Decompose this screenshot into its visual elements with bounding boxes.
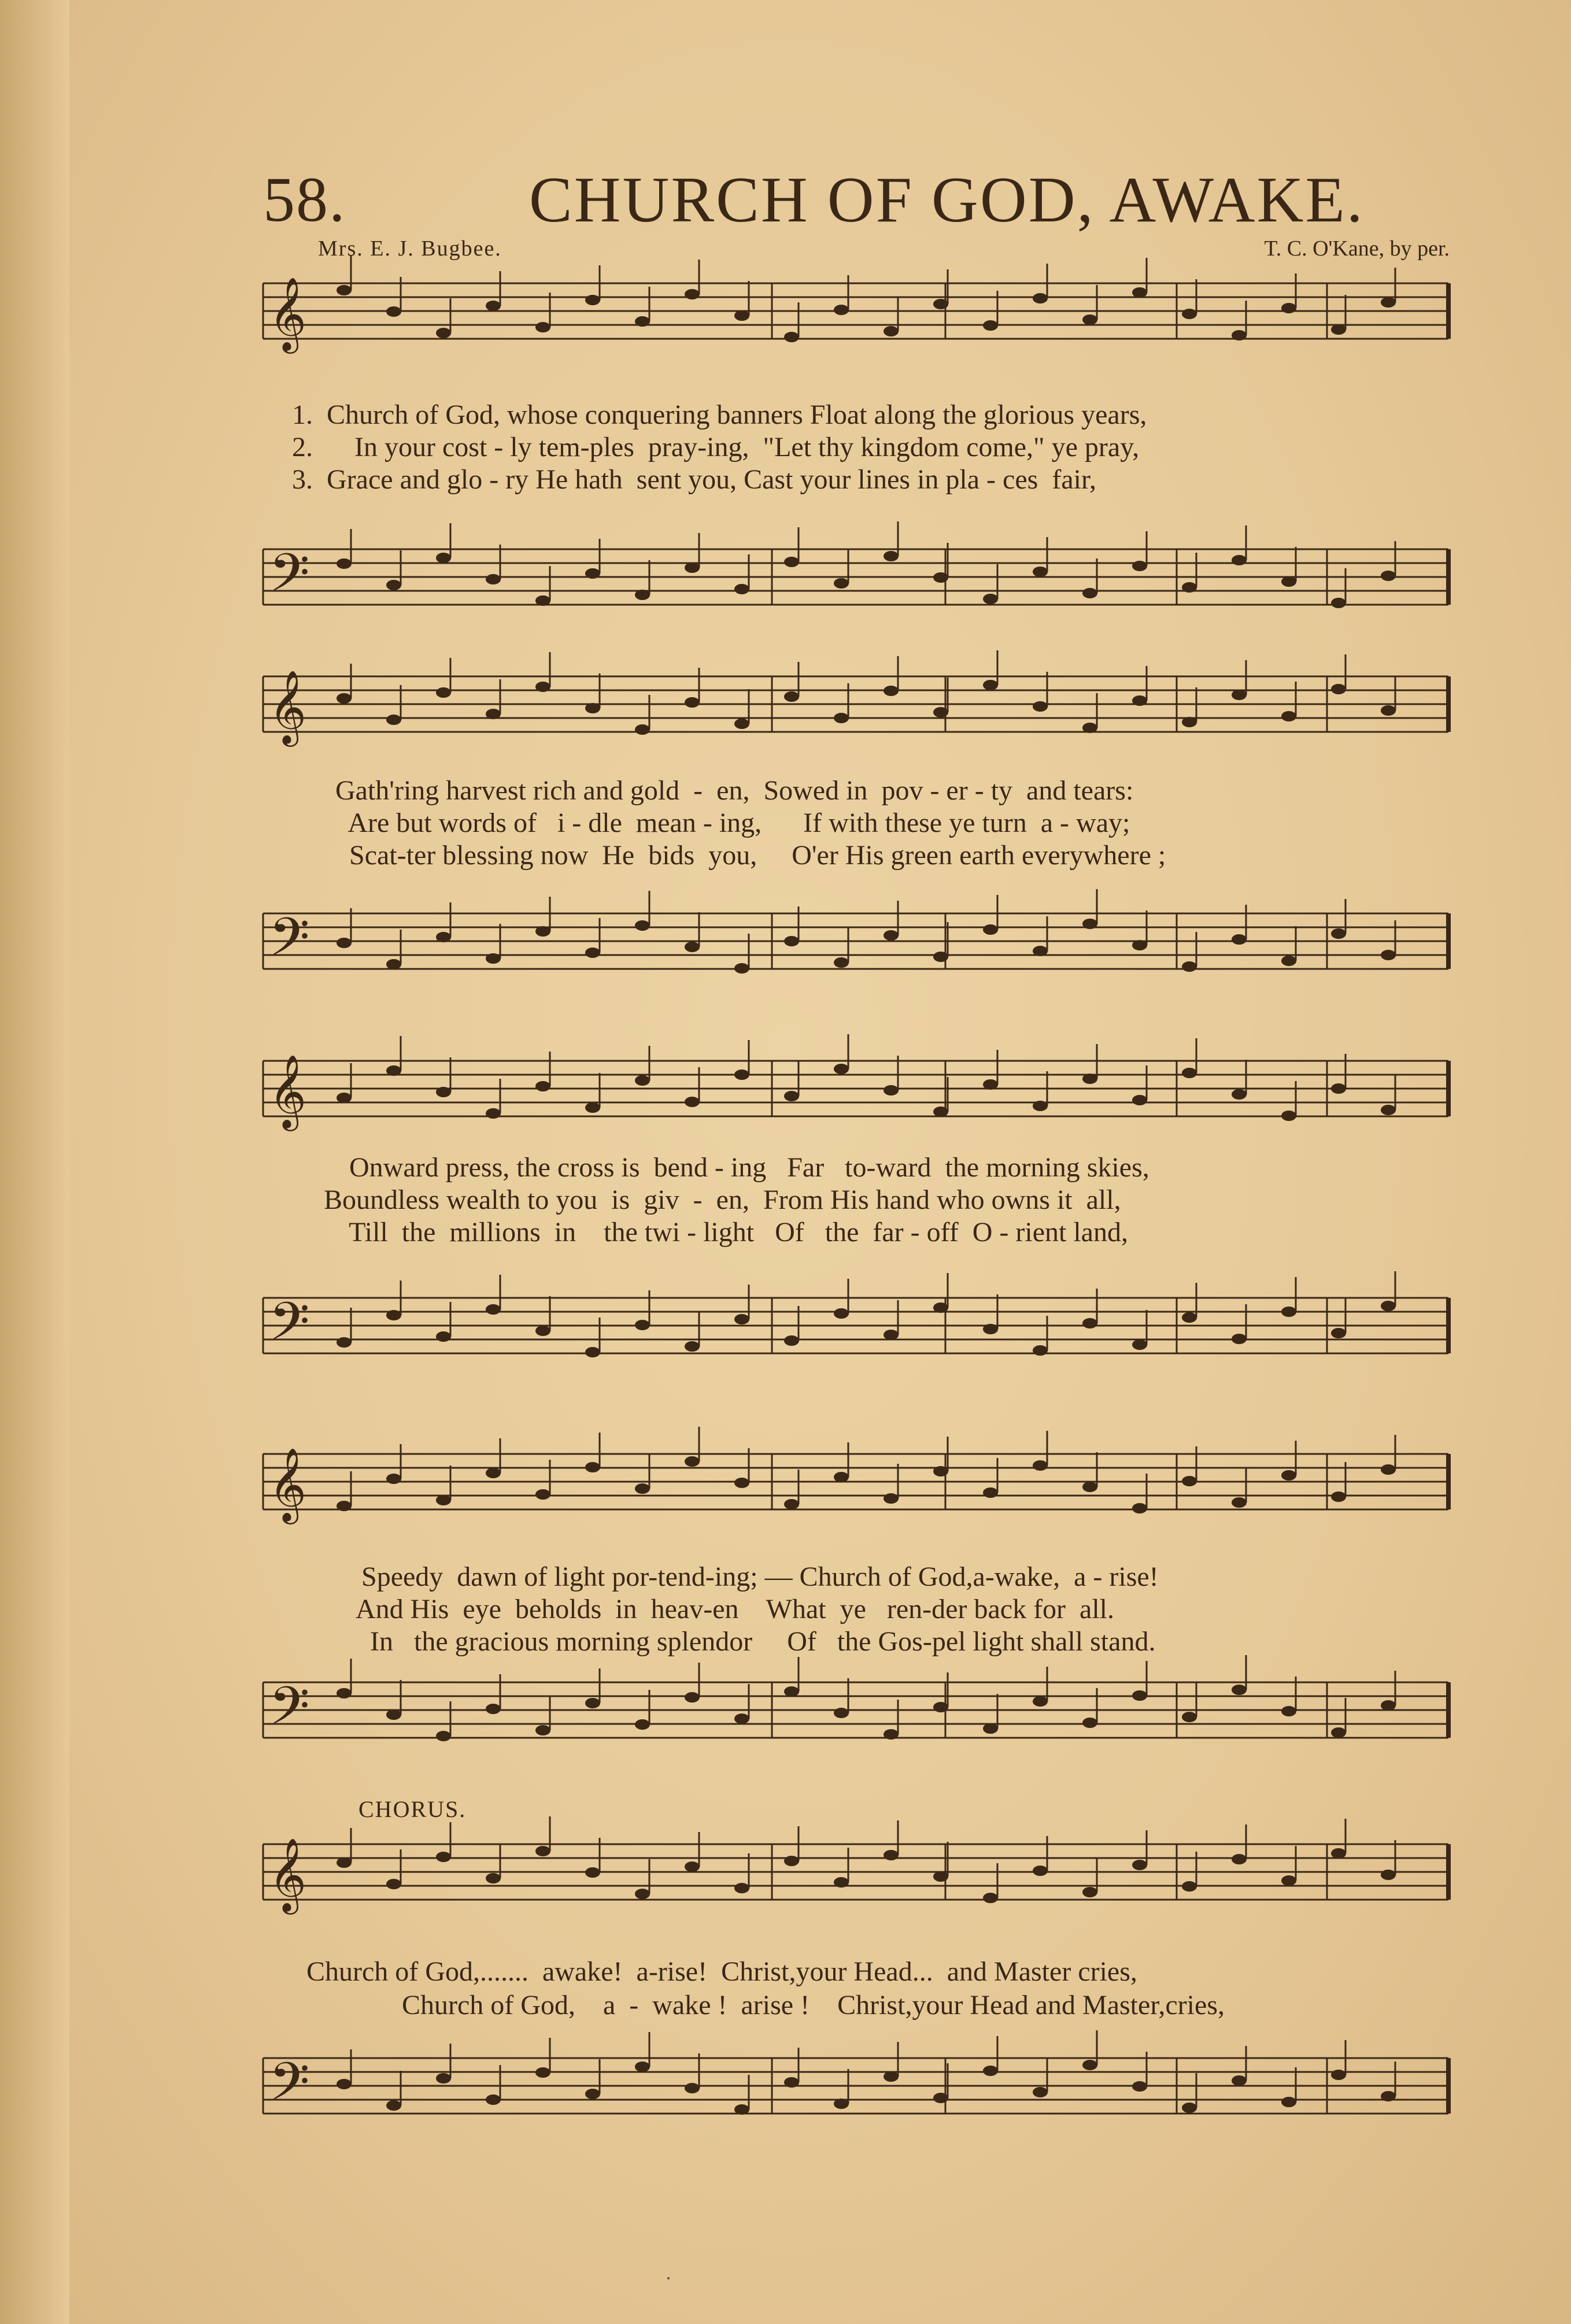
note-head <box>1281 1706 1296 1716</box>
note-head <box>784 1091 799 1101</box>
note-head <box>1033 1866 1048 1876</box>
note-head <box>834 1708 849 1718</box>
bass-staff <box>263 1286 1448 1373</box>
note-head <box>486 1873 501 1883</box>
note-head <box>585 295 600 305</box>
note-head <box>1232 1685 1247 1695</box>
bass-staff <box>263 902 1448 989</box>
note-head <box>933 1302 948 1313</box>
note-head <box>734 2104 749 2115</box>
lyric-line: Church of God,....... awake! a-rise! Christ,your Head... and Master cries, <box>306 1956 1137 1987</box>
note-head <box>734 963 749 974</box>
note-head <box>1082 1718 1097 1728</box>
note-head <box>983 1079 998 1090</box>
note-head <box>884 1085 899 1096</box>
note-head <box>1082 588 1097 598</box>
note-head <box>1182 961 1197 972</box>
note-head <box>983 1324 998 1334</box>
page-ornament: · <box>665 2267 672 2290</box>
note-head <box>1182 717 1197 727</box>
note-head <box>1331 684 1346 694</box>
chorus-label: CHORUS. <box>358 1796 467 1822</box>
staff-lines <box>263 1286 1448 1373</box>
note-head <box>1281 711 1296 721</box>
note-head <box>386 1709 401 1720</box>
note-head <box>1232 555 1247 565</box>
note-head <box>1132 1503 1147 1513</box>
note-head <box>834 957 849 968</box>
bass-staff <box>263 1671 1448 1757</box>
note-head <box>983 2066 998 2076</box>
note-head <box>834 1064 849 1074</box>
staff-lines <box>263 902 1448 989</box>
note-head <box>1331 1083 1346 1094</box>
note-head <box>784 1335 799 1346</box>
note-head <box>585 1462 600 1472</box>
note-head <box>685 1341 700 1352</box>
note-head <box>337 1688 352 1698</box>
note-head <box>983 1487 998 1498</box>
note-head <box>834 713 849 723</box>
note-head <box>834 1472 849 1482</box>
hymn-number: 58. <box>263 164 346 235</box>
note-head <box>1132 695 1147 706</box>
note-head <box>1132 561 1147 571</box>
note-head <box>635 1719 650 1730</box>
note-head <box>337 2079 352 2089</box>
note-head <box>337 938 352 948</box>
note-head <box>834 578 849 589</box>
staff-lines <box>263 272 1448 358</box>
note-head <box>436 1331 451 1342</box>
note-head <box>884 1729 899 1740</box>
note-head <box>1082 723 1097 733</box>
note-head <box>535 322 550 332</box>
lyric-line: 2. In your cost - ly tem-ples pray-ing, "Let thy kingdom come," ye pray, <box>292 432 1140 462</box>
note-head <box>585 1867 600 1878</box>
lyric-line: Till the millions in the twi - light Of the far - off O - rient land, <box>335 1217 1128 1248</box>
treble-clef-icon: 𝄞 <box>269 669 307 743</box>
note-head <box>1132 1860 1147 1870</box>
lyricist-credit: Mrs. E. J. Bugbee. <box>318 236 502 261</box>
note-head <box>386 715 401 725</box>
note-head <box>1232 2075 1247 2086</box>
treble-staff <box>263 665 1448 752</box>
note-head <box>933 1107 948 1117</box>
note-head <box>784 332 799 342</box>
note-head <box>983 320 998 331</box>
note-head <box>1232 934 1247 945</box>
lyric-line: Gath'ring harvest rich and gold - en, Sowed in pov - er - ty and tears: <box>335 775 1134 806</box>
note-head <box>1381 2091 1396 2101</box>
note-head <box>1232 1334 1247 1344</box>
lyric-line: 1. Church of God, whose conquering banners Float along the glorious years, <box>292 399 1147 430</box>
note-head <box>436 1852 451 1862</box>
note-head <box>486 1108 501 1119</box>
note-head <box>635 590 650 600</box>
note-head <box>734 584 749 594</box>
note-head <box>486 1468 501 1478</box>
note-head <box>585 1102 600 1113</box>
note-head <box>486 2094 501 2105</box>
note-head <box>436 932 451 942</box>
note-head <box>685 2083 700 2093</box>
staff-lines <box>263 2047 1448 2133</box>
lyric-line: Are but words of i - dle mean - ing, If with these ye turn a - way; <box>335 808 1130 838</box>
note-head <box>1033 1101 1048 1111</box>
note-head <box>1381 1870 1396 1880</box>
note-head <box>585 568 600 579</box>
note-head <box>1381 571 1396 581</box>
note-head <box>635 1483 650 1494</box>
note-head <box>635 316 650 327</box>
note-head <box>436 553 451 563</box>
note-head <box>784 691 799 702</box>
note-head <box>535 682 550 692</box>
note-head <box>734 719 749 729</box>
note-head <box>337 1093 352 1103</box>
note-head <box>1033 1460 1048 1471</box>
note-head <box>1232 1854 1247 1864</box>
note-head <box>1331 1848 1346 1859</box>
note-head <box>1033 1345 1048 1356</box>
note-head <box>834 2099 849 2109</box>
note-head <box>685 563 700 573</box>
note-head <box>486 1304 501 1315</box>
note-head <box>1182 1312 1197 1323</box>
note-head <box>1082 1887 1097 1897</box>
note-head <box>685 1097 700 1107</box>
bass-clef-icon: 𝄢 <box>269 2051 310 2125</box>
note-head <box>933 952 948 962</box>
note-head <box>635 1075 650 1086</box>
note-head <box>884 1493 899 1504</box>
treble-clef-icon: 𝄞 <box>269 276 307 350</box>
note-head <box>337 558 352 569</box>
note-head <box>1331 598 1346 608</box>
note-head <box>1281 1307 1296 1317</box>
staff-lines <box>263 665 1448 752</box>
note-head <box>933 2093 948 2103</box>
note-head <box>983 1723 998 1734</box>
note-head <box>1281 303 1296 313</box>
bass-clef-icon: 𝄢 <box>269 906 310 980</box>
note-head <box>337 1337 352 1348</box>
lyric-line: And His eye beholds in heav-en What ye ren-der back for all. <box>356 1594 1115 1624</box>
note-head <box>1132 1690 1147 1701</box>
note-head <box>685 1456 700 1467</box>
lyric-line: 3. Grace and glo - ry He hath sent you, Cast your lines in pla - ces fair, <box>292 464 1097 495</box>
note-head <box>1232 330 1247 341</box>
treble-clef-icon: 𝄞 <box>269 1054 307 1128</box>
note-head <box>585 1347 600 1357</box>
note-head <box>884 1850 899 1860</box>
note-head <box>1381 950 1396 960</box>
bass-staff <box>263 2047 1448 2133</box>
note-head <box>1082 1074 1097 1084</box>
note-head <box>685 697 700 708</box>
note-head <box>983 680 998 690</box>
note-head <box>1331 2070 1346 2080</box>
note-head <box>386 1065 401 1076</box>
note-head <box>1281 956 1296 966</box>
note-head <box>1082 919 1097 929</box>
note-head <box>585 1698 600 1708</box>
note-head <box>1331 324 1346 335</box>
note-head <box>1381 1464 1396 1475</box>
note-head <box>1033 1696 1048 1707</box>
note-head <box>1082 2060 1097 2070</box>
note-head <box>585 948 600 958</box>
note-head <box>1281 576 1296 587</box>
note-head <box>884 930 899 941</box>
note-head <box>386 959 401 969</box>
note-head <box>1132 1339 1147 1350</box>
note-head <box>933 1702 948 1712</box>
note-head <box>1281 1111 1296 1121</box>
note-head <box>337 1501 352 1511</box>
note-head <box>436 1087 451 1097</box>
note-head <box>386 2100 401 2111</box>
treble-staff <box>263 272 1448 358</box>
staff-lines <box>263 1049 1448 1136</box>
staff-lines <box>263 538 1448 624</box>
note-head <box>535 1846 550 1856</box>
note-head <box>1381 1105 1396 1115</box>
note-head <box>884 1330 899 1340</box>
treble-clef-icon: 𝄞 <box>269 1447 307 1521</box>
note-head <box>884 326 899 336</box>
note-head <box>1381 705 1396 716</box>
note-head <box>1033 567 1048 577</box>
note-head <box>784 1856 799 1866</box>
note-head <box>585 2089 600 2099</box>
treble-staff <box>263 1442 1448 1529</box>
note-head <box>436 328 451 338</box>
note-head <box>337 693 352 704</box>
note-head <box>933 299 948 309</box>
composer-credit: T. C. O'Kane, by per. <box>1264 236 1450 261</box>
note-head <box>486 1704 501 1714</box>
note-head <box>535 1725 550 1735</box>
note-head <box>884 2071 899 2082</box>
note-head <box>1033 293 1048 304</box>
note-head <box>535 595 550 606</box>
note-head <box>386 1879 401 1889</box>
note-head <box>635 1320 650 1330</box>
note-head <box>436 2073 451 2084</box>
note-head <box>983 1893 998 1903</box>
note-head <box>1381 297 1396 308</box>
note-head <box>1033 946 1048 956</box>
note-head <box>1033 2087 1048 2097</box>
note-head <box>1132 940 1147 950</box>
note-head <box>685 1862 700 1872</box>
note-head <box>734 310 749 321</box>
note-head <box>1082 1318 1097 1328</box>
note-head <box>1381 1700 1396 1711</box>
note-head <box>685 1692 700 1703</box>
note-head <box>337 1857 352 1868</box>
note-head <box>784 1686 799 1697</box>
bass-clef-icon: 𝄢 <box>269 1291 310 1365</box>
note-head <box>734 1478 749 1488</box>
note-head <box>1331 1727 1346 1738</box>
note-head <box>1281 2097 1296 2107</box>
note-head <box>1331 1492 1346 1502</box>
note-head <box>635 1889 650 1899</box>
note-head <box>535 926 550 937</box>
staff-lines <box>263 1671 1448 1757</box>
treble-staff <box>263 1049 1448 1136</box>
treble-staff <box>263 1833 1448 1919</box>
note-head <box>1232 1089 1247 1100</box>
note-head <box>1132 287 1147 298</box>
note-head <box>834 305 849 315</box>
note-head <box>1281 1470 1296 1481</box>
note-head <box>834 1308 849 1319</box>
note-head <box>933 572 948 583</box>
note-head <box>933 1871 948 1882</box>
note-head <box>1182 1068 1197 1078</box>
staff-lines <box>263 1442 1448 1529</box>
note-head <box>685 942 700 952</box>
note-head <box>1132 1095 1147 1105</box>
note-head <box>734 1314 749 1324</box>
note-head <box>1182 1712 1197 1722</box>
bass-staff <box>263 538 1448 624</box>
lyric-line: Scat-ter blessing now He bids you, O'er His green earth everywhere ; <box>335 840 1166 871</box>
note-head <box>535 1326 550 1336</box>
page-edge-shadow <box>0 0 69 2324</box>
lyric-line: Onward press, the cross is bend - ing Far to-ward the morning skies, <box>335 1152 1149 1183</box>
note-head <box>884 551 899 561</box>
note-head <box>734 1883 749 1893</box>
note-head <box>486 709 501 719</box>
note-head <box>486 574 501 584</box>
note-head <box>635 2062 650 2072</box>
lyric-line: In the gracious morning splendor Of the Gos-pel light shall stand. <box>370 1626 1156 1657</box>
note-head <box>1331 928 1346 939</box>
note-head <box>1232 1497 1247 1508</box>
staff-lines <box>263 1833 1448 1919</box>
note-head <box>933 1466 948 1476</box>
note-head <box>1331 1328 1346 1338</box>
note-head <box>1182 2103 1197 2113</box>
note-head <box>386 580 401 590</box>
lyric-line: Speedy dawn of light por-tend-ing; — Church of God,a-wake, a - rise! <box>361 1561 1159 1592</box>
note-head <box>1281 1875 1296 1886</box>
note-head <box>834 1877 849 1888</box>
note-head <box>1232 690 1247 700</box>
note-head <box>1182 1476 1197 1486</box>
note-head <box>436 687 451 698</box>
note-head <box>734 1070 749 1080</box>
note-head <box>685 289 700 299</box>
note-head <box>784 1499 799 1509</box>
note-head <box>1033 701 1048 712</box>
note-head <box>784 557 799 567</box>
note-head <box>386 1310 401 1320</box>
lyric-line: Church of God, a - wake ! arise ! Christ,your Head and Master,cries, <box>402 1990 1225 2020</box>
note-head <box>436 1731 451 1741</box>
hymn-title: CHURCH OF GOD, AWAKE. <box>529 164 1365 236</box>
note-head <box>983 924 998 935</box>
note-head <box>1182 309 1197 319</box>
note-head <box>635 920 650 931</box>
note-head <box>386 1474 401 1484</box>
note-head <box>337 285 352 295</box>
bass-clef-icon: 𝄢 <box>269 542 310 616</box>
note-head <box>1082 314 1097 325</box>
note-head <box>933 707 948 717</box>
note-head <box>535 1081 550 1091</box>
note-head <box>486 953 501 964</box>
lyric-line: Boundless wealth to you is giv - en, From His hand who owns it all, <box>324 1185 1121 1215</box>
note-head <box>535 2067 550 2078</box>
note-head <box>486 301 501 311</box>
note-head <box>734 1714 749 1724</box>
note-head <box>884 686 899 696</box>
note-head <box>535 1489 550 1500</box>
note-head <box>784 936 799 946</box>
bass-clef-icon: 𝄢 <box>269 1675 310 1749</box>
note-head <box>635 724 650 735</box>
note-head <box>1132 2081 1147 2092</box>
note-head <box>386 306 401 317</box>
note-head <box>1381 1301 1396 1311</box>
note-head <box>585 703 600 713</box>
note-head <box>436 1495 451 1505</box>
note-head <box>1182 1881 1197 1892</box>
note-head <box>983 594 998 604</box>
note-head <box>1182 582 1197 593</box>
note-head <box>1082 1482 1097 1492</box>
note-head <box>784 2077 799 2088</box>
treble-clef-icon: 𝄞 <box>269 1837 307 1911</box>
